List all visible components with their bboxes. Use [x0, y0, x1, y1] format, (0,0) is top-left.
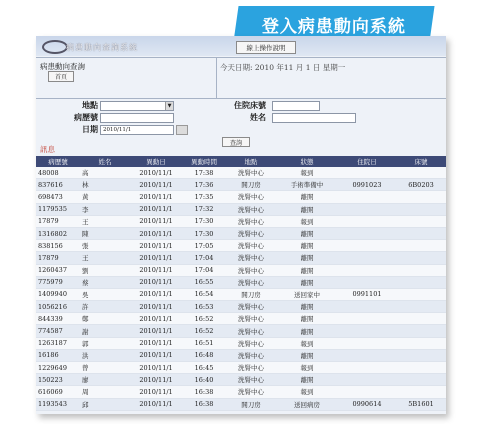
- cell-name: 張: [80, 240, 130, 252]
- app-header: [36, 36, 446, 56]
- cell-time: 17:04: [182, 252, 226, 264]
- cell-location: 洗腎中心: [226, 191, 276, 203]
- cell-bed: 6B0203: [396, 179, 446, 191]
- table-row[interactable]: [36, 264, 446, 276]
- cell-status: 送回病房: [276, 398, 338, 410]
- cell-bed: [396, 203, 446, 215]
- chart-number-input[interactable]: [100, 113, 174, 123]
- table-row[interactable]: [36, 386, 446, 398]
- cell-date: 2010/11/1: [130, 313, 182, 325]
- col-header-admit-date[interactable]: 住院日: [338, 156, 396, 167]
- cell-location: 洗腎中心: [226, 301, 276, 313]
- table-row[interactable]: [36, 337, 446, 349]
- cell-admit-date: [338, 240, 396, 252]
- cell-time: 17:38: [182, 167, 226, 179]
- cell-name: 郭: [80, 337, 130, 349]
- cell-location: 洗腎中心: [226, 325, 276, 337]
- cell-location: 洗腎中心: [226, 215, 276, 227]
- info-panel: [36, 58, 217, 98]
- cell-location: 開刀房: [226, 288, 276, 300]
- cell-status: 離開: [276, 264, 338, 276]
- cell-admit-date: 0990614: [338, 398, 396, 410]
- cell-date: 2010/11/1: [130, 325, 182, 337]
- cell-time: 17:04: [182, 264, 226, 276]
- table-row[interactable]: [36, 349, 446, 361]
- cell-date: 2010/11/1: [130, 337, 182, 349]
- patient-movement-table: [36, 156, 446, 411]
- cell-time: 16:53: [182, 301, 226, 313]
- cell-admit-date: [338, 349, 396, 361]
- cell-admit-date: [338, 362, 396, 374]
- cell-location: 洗腎中心: [226, 240, 276, 252]
- cell-name: 王: [80, 252, 130, 264]
- col-header-time[interactable]: 異動時間: [182, 156, 226, 167]
- table-row[interactable]: [36, 179, 446, 191]
- cell-time: 16:38: [182, 386, 226, 398]
- cell-bed: [396, 337, 446, 349]
- chart-number-label: 病歷號: [74, 112, 98, 122]
- cell-time: 17:05: [182, 240, 226, 252]
- info-bar: [36, 57, 446, 99]
- cell-bed: [396, 374, 446, 386]
- cell-admit-date: 0991101: [338, 288, 396, 300]
- cell-time: 16:51: [182, 337, 226, 349]
- cell-chart: 1193543: [36, 398, 80, 410]
- cell-admit-date: [338, 276, 396, 288]
- table-row[interactable]: [36, 215, 446, 227]
- cell-bed: [396, 252, 446, 264]
- col-header-location[interactable]: 地點: [226, 156, 276, 167]
- cell-date: 2010/11/1: [130, 288, 182, 300]
- cell-date: 2010/11/1: [130, 362, 182, 374]
- table-row[interactable]: [36, 203, 446, 215]
- cell-location: 洗腎中心: [226, 252, 276, 264]
- cell-status: 離開: [276, 325, 338, 337]
- cell-location: 洗腎中心: [226, 362, 276, 374]
- cell-date: 2010/11/1: [130, 398, 182, 410]
- table-row[interactable]: [36, 288, 446, 300]
- cell-name: 李: [80, 203, 130, 215]
- cell-status: 離開: [276, 313, 338, 325]
- table-row[interactable]: [36, 362, 446, 374]
- cell-name: 鄭: [80, 313, 130, 325]
- table-row[interactable]: [36, 301, 446, 313]
- cell-chart: 1229649: [36, 362, 80, 374]
- cell-chart: 775979: [36, 276, 80, 288]
- cell-bed: [396, 325, 446, 337]
- cell-status: 報到: [276, 215, 338, 227]
- cell-admit-date: [338, 215, 396, 227]
- cell-name: 黃: [80, 191, 130, 203]
- cell-location: 開刀房: [226, 179, 276, 191]
- cell-name: 邱: [80, 398, 130, 410]
- cell-location: 洗腎中心: [226, 167, 276, 179]
- cell-location: 洗腎中心: [226, 386, 276, 398]
- cell-date: 2010/11/1: [130, 191, 182, 203]
- cell-bed: [396, 215, 446, 227]
- cell-chart: 1263187: [36, 337, 80, 349]
- cell-time: 17:30: [182, 215, 226, 227]
- cell-status: 離開: [276, 349, 338, 361]
- calendar-icon[interactable]: [176, 125, 188, 135]
- date-input[interactable]: 2010/11/1: [100, 125, 174, 135]
- cell-status: 離開: [276, 240, 338, 252]
- cell-admit-date: [338, 325, 396, 337]
- cell-name: 廖: [80, 374, 130, 386]
- cell-chart: 698473: [36, 191, 80, 203]
- cell-name: 劉: [80, 264, 130, 276]
- cell-name: 林: [80, 179, 130, 191]
- cell-date: 2010/11/1: [130, 227, 182, 239]
- cell-location: 洗腎中心: [226, 227, 276, 239]
- cell-bed: [396, 227, 446, 239]
- cell-status: 離開: [276, 252, 338, 264]
- cell-location: 洗腎中心: [226, 337, 276, 349]
- cell-date: 2010/11/1: [130, 276, 182, 288]
- table-row[interactable]: [36, 374, 446, 386]
- cell-chart: 774587: [36, 325, 80, 337]
- cell-name: 王: [80, 215, 130, 227]
- table-row[interactable]: [36, 398, 446, 410]
- cell-date: 2010/11/1: [130, 252, 182, 264]
- cell-chart: 1179535: [36, 203, 80, 215]
- cell-time: 16:54: [182, 288, 226, 300]
- bed-label: 住院床號: [234, 100, 266, 110]
- cell-chart: 17879: [36, 252, 80, 264]
- table-row[interactable]: [36, 313, 446, 325]
- cell-bed: [396, 276, 446, 288]
- cell-bed: [396, 301, 446, 313]
- table-row[interactable]: [36, 240, 446, 252]
- cell-admit-date: 0991023: [338, 179, 396, 191]
- cell-status: 離開: [276, 191, 338, 203]
- cell-time: 16:45: [182, 362, 226, 374]
- search-form: [36, 98, 446, 140]
- cell-location: 洗腎中心: [226, 264, 276, 276]
- cell-admit-date: [338, 203, 396, 215]
- cell-name: 蔡: [80, 276, 130, 288]
- home-button[interactable]: 首頁: [48, 71, 74, 82]
- cell-chart: 837616: [36, 179, 80, 191]
- cell-name: 陳: [80, 227, 130, 239]
- cell-status: 報到: [276, 386, 338, 398]
- cell-admit-date: [338, 313, 396, 325]
- cell-status: 離開: [276, 374, 338, 386]
- cell-admit-date: [338, 374, 396, 386]
- cell-location: 洗腎中心: [226, 374, 276, 386]
- cell-admit-date: [338, 264, 396, 276]
- table-header-row: [36, 156, 446, 167]
- cell-status: 報到: [276, 362, 338, 374]
- cell-status: 報到: [276, 337, 338, 349]
- cell-time: 16:48: [182, 349, 226, 361]
- cell-chart: 616069: [36, 386, 80, 398]
- location-label: 地點: [82, 100, 98, 110]
- cell-name: 吳: [80, 288, 130, 300]
- cell-status: 離開: [276, 301, 338, 313]
- cell-time: 17:35: [182, 191, 226, 203]
- col-header-bed[interactable]: 床號: [396, 156, 446, 167]
- cell-bed: [396, 167, 446, 179]
- cell-chart: 150223: [36, 374, 80, 386]
- cell-name: 許: [80, 301, 130, 313]
- table-row[interactable]: [36, 167, 446, 179]
- cell-date: 2010/11/1: [130, 301, 182, 313]
- col-header-date[interactable]: 異動日: [130, 156, 182, 167]
- location-select[interactable]: [100, 101, 174, 111]
- cell-time: 17:30: [182, 227, 226, 239]
- cell-admit-date: [338, 301, 396, 313]
- cell-status: 離開: [276, 203, 338, 215]
- cell-status: 離開: [276, 227, 338, 239]
- cell-time: 16:55: [182, 276, 226, 288]
- cell-chart: 838156: [36, 240, 80, 252]
- cell-chart: 17879: [36, 215, 80, 227]
- cell-date: 2010/11/1: [130, 240, 182, 252]
- cell-admit-date: [338, 191, 396, 203]
- cell-admit-date: [338, 386, 396, 398]
- cell-location: 洗腎中心: [226, 276, 276, 288]
- online-manual-button[interactable]: 線上操作說明: [236, 41, 296, 54]
- cell-time: 16:52: [182, 325, 226, 337]
- cell-date: 2010/11/1: [130, 203, 182, 215]
- cell-chart: 1056216: [36, 301, 80, 313]
- cell-location: 開刀房: [226, 398, 276, 410]
- cell-time: 17:36: [182, 179, 226, 191]
- cell-status: 報到: [276, 167, 338, 179]
- cell-date: 2010/11/1: [130, 264, 182, 276]
- table-row[interactable]: [36, 276, 446, 288]
- query-button[interactable]: 查詢: [222, 137, 250, 147]
- banner-title: 登入病患動向系統: [262, 16, 406, 37]
- cell-chart: 844339: [36, 313, 80, 325]
- cell-chart: 1316802: [36, 227, 80, 239]
- cell-date: 2010/11/1: [130, 179, 182, 191]
- date-label: 日期: [82, 124, 98, 134]
- cell-status: 手術準備中: [276, 179, 338, 191]
- cell-date: 2010/11/1: [130, 386, 182, 398]
- cell-location: 洗腎中心: [226, 203, 276, 215]
- app-logo-text: 病患動向查詢系統: [66, 43, 138, 52]
- cell-location: 洗腎中心: [226, 313, 276, 325]
- cell-admit-date: [338, 227, 396, 239]
- cell-bed: [396, 191, 446, 203]
- message-label: 訊息: [40, 145, 55, 154]
- cell-name: 曾: [80, 362, 130, 374]
- cell-location: 洗腎中心: [226, 349, 276, 361]
- cell-date: 2010/11/1: [130, 349, 182, 361]
- cell-bed: 5B1601: [396, 398, 446, 410]
- cell-admit-date: [338, 167, 396, 179]
- cell-date: 2010/11/1: [130, 215, 182, 227]
- cell-admit-date: [338, 252, 396, 264]
- cell-status: 送回家中: [276, 288, 338, 300]
- col-header-status[interactable]: 狀態: [276, 156, 338, 167]
- col-header-name[interactable]: 姓名: [80, 156, 130, 167]
- cell-time: 16:38: [182, 398, 226, 410]
- chevron-down-icon[interactable]: ▼: [165, 102, 173, 110]
- bed-input[interactable]: [272, 101, 320, 111]
- cell-admit-date: [338, 337, 396, 349]
- cell-bed: [396, 313, 446, 325]
- cell-bed: [396, 240, 446, 252]
- cell-date: 2010/11/1: [130, 167, 182, 179]
- cell-bed: [396, 349, 446, 361]
- cell-bed: [396, 288, 446, 300]
- table-row[interactable]: [36, 191, 446, 203]
- cell-name: 謝: [80, 325, 130, 337]
- cell-name: 周: [80, 386, 130, 398]
- name-input[interactable]: [272, 113, 356, 123]
- magnifier-logo-icon: [42, 40, 68, 54]
- table-row[interactable]: [36, 325, 446, 337]
- cell-time: 16:40: [182, 374, 226, 386]
- cell-time: 17:32: [182, 203, 226, 215]
- cell-chart: 1409940: [36, 288, 80, 300]
- cell-name: 高: [80, 167, 130, 179]
- cell-chart: 48008: [36, 167, 80, 179]
- name-label: 姓名: [250, 112, 266, 122]
- cell-bed: [396, 264, 446, 276]
- cell-date: 2010/11/1: [130, 374, 182, 386]
- cell-bed: [396, 386, 446, 398]
- cell-chart: 1260437: [36, 264, 80, 276]
- app-window: [36, 36, 446, 414]
- table-row[interactable]: [36, 227, 446, 239]
- panel-title: 病患動向查詢: [40, 62, 85, 71]
- col-header-chart[interactable]: 病歷號: [36, 156, 80, 167]
- today-date: 今天日期: 2010 年11 月 1 日 星期一: [220, 63, 346, 72]
- cell-chart: 16186: [36, 349, 80, 361]
- cell-bed: [396, 362, 446, 374]
- table-row[interactable]: [36, 252, 446, 264]
- cell-name: 洪: [80, 349, 130, 361]
- cell-time: 16:52: [182, 313, 226, 325]
- cell-status: 離開: [276, 276, 338, 288]
